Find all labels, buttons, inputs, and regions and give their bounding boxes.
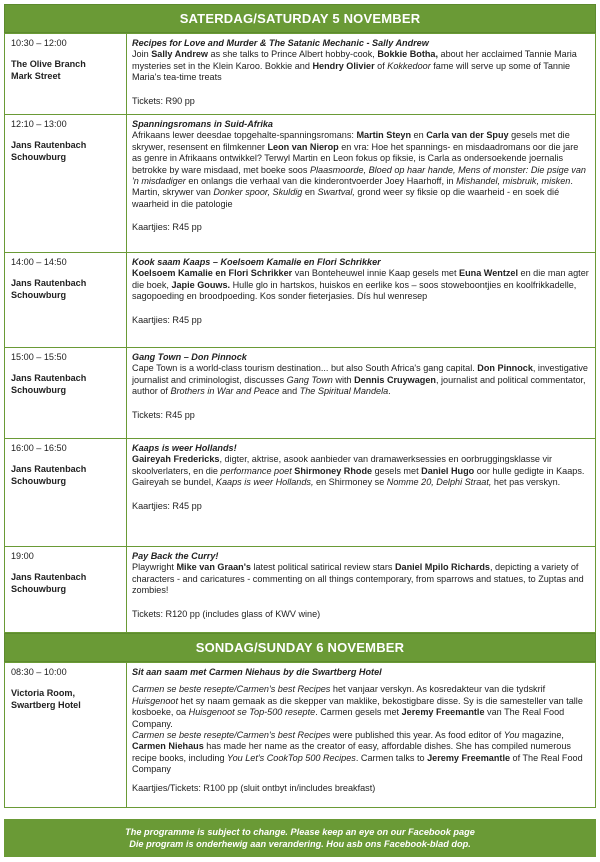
- event-venue-line1: Jans Rautenbach: [11, 464, 87, 475]
- title-italic: Plaasmoorde, Bloed op haar hande, Mens of monster: Die psige van 'n misdadiger: [132, 164, 586, 187]
- event-venue-line1: The Olive Branch: [11, 59, 86, 70]
- title-italic: Donker spoor, Skuldig: [213, 187, 303, 198]
- name-highlight: Euna Wentzel: [459, 268, 518, 279]
- event-details: [127, 115, 596, 253]
- name-highlight: Carla van der Spuy: [426, 130, 509, 141]
- text-run: gesels met: [372, 465, 422, 476]
- text-run: en vra: Hoe het spannings- en misdaadromans oor die jare as genre in Afrikaans ontwikkel? Terwyl Martin en Leon fokus op fiksie, is Carla as ondersoekende joernalis betrokke by ware misdaad, met boeke soos: [132, 141, 579, 175]
- event-details: [127, 348, 596, 439]
- event-description: [132, 49, 590, 83]
- name-highlight: Leon van Nierop: [267, 141, 339, 152]
- event-tickets: Tickets: R45 pp: [132, 409, 195, 420]
- event-venue-line2: Schouwburg: [11, 289, 67, 300]
- name-highlight: Jeremy Freemantle: [427, 752, 511, 763]
- event-row: [5, 115, 596, 253]
- text-run: of The Real Food Company: [132, 752, 583, 775]
- event-details: [127, 34, 596, 115]
- event-time: 10:30 – 12:00: [11, 38, 67, 48]
- title-italic: Carmen se beste resepte/Carmen's best Recipes: [132, 684, 331, 695]
- text-run: het pas verskyn.: [491, 477, 561, 488]
- text-run: has made her name as the creator of easy, affordable dishes. She has compiled numerous recipe books, including: [132, 741, 571, 763]
- event-venue-line1: Jans Rautenbach: [11, 140, 87, 151]
- title-italic: The Spiritual Mandela: [299, 386, 389, 397]
- event-description: [132, 268, 590, 302]
- event-title: Kaaps is weer Hollands!: [132, 443, 237, 453]
- text-run: , journalist and political commentator, author of: [132, 374, 586, 397]
- event-time: 12:10 – 13:00: [11, 119, 67, 129]
- event-description: [132, 562, 590, 596]
- day-header-sunday: SONDAG/SUNDAY 6 NOVEMBER: [4, 633, 596, 662]
- text-run: grond weer sy fiksie op die waarheid - en soek dié waarheid in die patologie: [132, 187, 560, 209]
- name-highlight: Daniel Mpilo Richards: [394, 562, 490, 573]
- text-run: , depicting a variety of characters - and caricatures - commenting on all things contemporary, from sparrows and statues, to Zuptas and zombies!: [132, 562, 584, 596]
- event-venue-line2: Schouwburg: [11, 384, 67, 395]
- event-row: [5, 253, 596, 348]
- text-run: oor hulle gedigte in Kaaps. Gaireyah se bundel,: [132, 465, 585, 488]
- event-row: [5, 547, 596, 633]
- event-row: [5, 663, 596, 808]
- name-highlight: Martin Steyn: [356, 130, 412, 141]
- title-italic: Mishandel, misbruik, misken: [456, 176, 571, 187]
- event-description: [132, 454, 590, 488]
- event-tickets: Kaartjies: R45 pp: [132, 222, 202, 233]
- text-run: en Shirmoney se: [313, 477, 387, 488]
- event-time-venue: [5, 253, 127, 348]
- event-venue-line1: Jans Rautenbach: [11, 278, 87, 289]
- text-run: Hulle glo in hartskos, huiskos en eerlike kos – soos stoweboontjies en koolfrikkadelle, sagopoeding en broodpoeding. Kos sonder fieterjasies. Dís hul wenresep: [132, 279, 577, 302]
- text-run: latest political satirical review stars: [250, 562, 395, 573]
- name-highlight: Japie Gouws.: [171, 279, 231, 290]
- event-title: Pay Back the Curry!: [132, 551, 219, 561]
- event-row: [5, 348, 596, 439]
- name-highlight: Don Pinnock: [477, 363, 533, 374]
- text-run: Cape Town is a world-class tourism destination... but also South Africa's gang capital.: [132, 363, 478, 374]
- text-run: en die man agter die boek,: [132, 268, 589, 290]
- event-title: Recipes for Love and Murder & The Satanic Mechanic - Sally Andrew: [132, 38, 429, 48]
- text-run: het sy naam gemaak as die skepper van maklike, bekostigbare disse. Sy is die samesteller van talle kosboeke, oa: [132, 695, 583, 718]
- event-time: 15:00 – 15:50: [11, 352, 67, 362]
- schedule-table-sunday: [4, 662, 596, 808]
- event-details: [127, 663, 596, 808]
- title-italic: Gang Town: [286, 374, 333, 385]
- event-details: [127, 253, 596, 348]
- event-tickets: Tickets: R90 pp: [132, 95, 195, 106]
- text-run: Join: [132, 49, 152, 60]
- title-italic: Huisgenoot se Top-500 resepte: [188, 707, 316, 718]
- footer-notice: [4, 819, 596, 857]
- event-time: 19:00: [11, 551, 34, 561]
- name-highlight: Sally Andrew: [151, 49, 208, 60]
- event-venue-line1: Jans Rautenbach: [11, 373, 87, 384]
- event-description: [132, 130, 590, 210]
- text-run: with: [332, 374, 355, 385]
- event-venue-line1: Victoria Room,: [11, 688, 76, 699]
- text-run: en onlangs die verhaal van die kinderontvoerder Joey Haarhoff, in: [185, 176, 457, 187]
- name-highlight: Jeremy Freemantle: [401, 707, 485, 718]
- event-tickets: Kaartjies/Tickets: R100 pp (sluit ontbyt in/includes breakfast): [132, 782, 376, 793]
- event-time-venue: [5, 34, 127, 115]
- event-time: 08:30 – 10:00: [11, 667, 67, 677]
- name-highlight: Koelsoem Kamalie en Flori Schrikker: [132, 268, 293, 279]
- name-highlight: Shirmoney Rhode: [294, 465, 373, 476]
- text-run: . Carmen gesels met: [315, 707, 402, 718]
- event-description: [132, 363, 590, 397]
- title-italic: You Let's CookTop 500 Recipes: [227, 752, 356, 763]
- event-venue-line2: Schouwburg: [11, 475, 67, 486]
- text-run: Playwright: [132, 562, 177, 573]
- event-time: 14:00 – 14:50: [11, 257, 67, 267]
- footer-line-afrikaans: Die program is onderhewig aan verandering. Hou asb ons Facebook-blad dop.: [129, 839, 471, 849]
- text-run: en: [411, 130, 427, 141]
- event-tickets: Tickets: R120 pp (includes glass of KWV wine): [132, 608, 321, 619]
- event-time-venue: [5, 547, 127, 633]
- footer-line-english: The programme is subject to change. Please keep an eye on our Facebook page: [125, 827, 475, 837]
- event-venue-line2: Schouwburg: [11, 151, 67, 162]
- text-run: van Bonteheuwel innie Kaap gesels met: [292, 268, 460, 279]
- name-highlight: Dennis Cruywagen: [354, 374, 436, 385]
- event-title: Gang Town – Don Pinnock: [132, 352, 247, 362]
- title-italic: Huisgenoot: [132, 695, 179, 706]
- name-highlight: Hendry Olivier: [312, 60, 375, 71]
- event-venue-line1: Jans Rautenbach: [11, 572, 87, 583]
- programme: [4, 4, 596, 808]
- text-run: about her acclaimed Tannie Maria mysteries set in the Klein Karoo. Bokkie and: [132, 49, 577, 71]
- title-italic: performance poet: [220, 465, 292, 476]
- text-run: .: [388, 386, 391, 397]
- event-tickets: Kaartjies: R45 pp: [132, 500, 202, 511]
- text-run: , investigative journalist and criminologist, discusses: [132, 363, 588, 385]
- title-italic: Carmen se beste resepte/Carmen's best Recipes: [132, 730, 331, 741]
- text-run: gesels met die skrywer, resensent en filmkenner: [132, 130, 570, 152]
- event-time: 16:00 – 16:50: [11, 443, 67, 453]
- title-italic: Kaaps is weer Hollands,: [215, 477, 314, 488]
- text-run: het vanjaar verskyn. As kosredakteur van die tydskrif: [330, 684, 546, 695]
- day-header-saturday: SATERDAG/SATURDAY 5 NOVEMBER: [4, 4, 596, 33]
- name-highlight: Daniel Hugo: [421, 465, 475, 476]
- text-run: magazine,: [519, 730, 564, 741]
- text-run: . Martin, skrywer van: [132, 176, 573, 198]
- title-italic: You: [503, 730, 520, 741]
- title-italic: Brothers in War and Peace: [170, 386, 280, 397]
- text-run: . Carmen talks to: [355, 752, 428, 763]
- title-italic: Nomme 20, Delphi Straat,: [386, 477, 492, 488]
- event-time-venue: [5, 115, 127, 253]
- event-row: [5, 34, 596, 115]
- event-venue-line2: Swartberg Hotel: [11, 699, 81, 710]
- text-run: as she talks to Prince Albert hobby-cook,: [208, 49, 378, 60]
- event-description: [132, 684, 590, 775]
- name-highlight: Mike van Graan's: [176, 562, 251, 573]
- event-venue-line2: Schouwburg: [11, 583, 67, 594]
- event-details: [127, 439, 596, 547]
- name-highlight: Gaireyah Fredericks: [132, 454, 220, 465]
- text-run: and: [279, 386, 300, 397]
- event-venue-line2: Mark Street: [11, 70, 61, 81]
- text-run: were published this year. As food editor of: [330, 730, 504, 741]
- event-row: [5, 439, 596, 547]
- event-title: Kook saam Kaaps – Koelsoem Kamalie en Flori Schrikker: [132, 257, 381, 267]
- text-run: , digter, aktrise, asook aanbieder van dramawerksessies en oorbruggingsklasse vir skoolverlaters, en die: [132, 454, 553, 476]
- text-run: fame will serve up some of Tannie Maria's tea-time treats: [132, 60, 571, 83]
- event-title: Spanningsromans in Suid-Afrika: [132, 119, 273, 129]
- event-time-venue: [5, 348, 127, 439]
- text-run: en: [302, 187, 318, 198]
- event-tickets: Kaartjies: R45 pp: [132, 314, 202, 325]
- title-italic: Swartval,: [317, 187, 355, 198]
- name-highlight: Carmen Niehaus: [132, 741, 204, 752]
- text-run: van The Real Food Company.: [132, 707, 565, 729]
- event-time-venue: [5, 663, 127, 808]
- event-details: [127, 547, 596, 633]
- text-run: of: [374, 60, 388, 71]
- schedule-table-saturday: [4, 33, 596, 633]
- event-time-venue: [5, 439, 127, 547]
- text-run: Afrikaans lewer deesdae topgehalte-spanningsromans:: [132, 130, 357, 141]
- name-highlight: Bokkie Botha,: [377, 49, 438, 60]
- title-italic: Kokkedoor: [387, 60, 431, 71]
- event-title: Sit aan saam met Carmen Niehaus by die Swartberg Hotel: [132, 667, 382, 677]
